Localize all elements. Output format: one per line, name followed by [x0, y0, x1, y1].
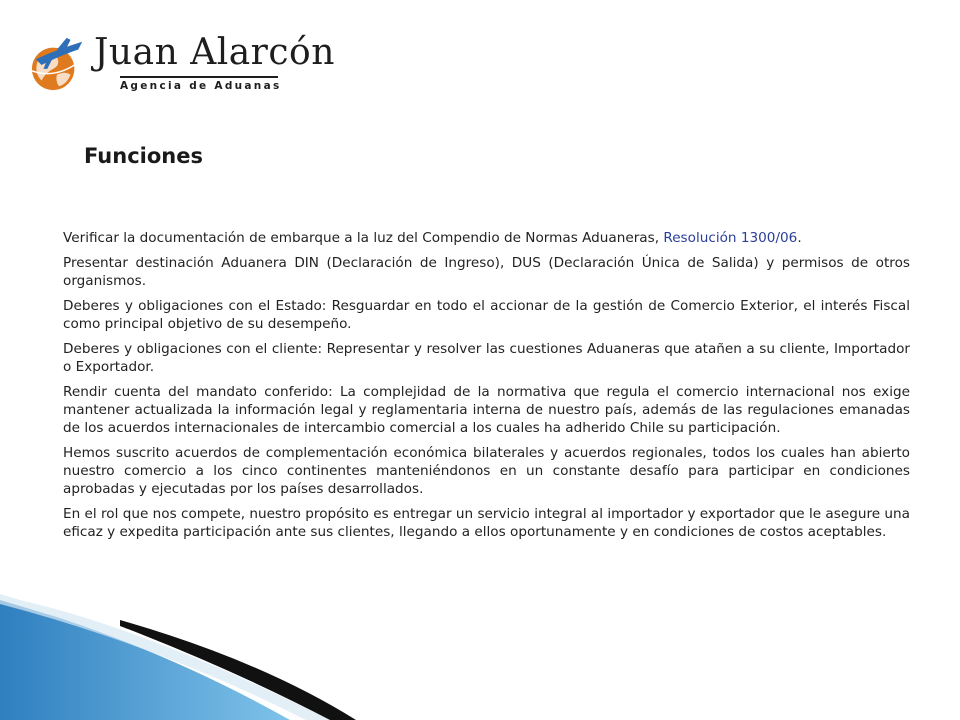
paragraph-mandate-accountability: Rendir cuenta del mandato conferido: La complejidad de la normativa que regula el comercio internacional nos exige mantener actualizada la información legal y reglamentaria interna de nuestro país, además de las regulaciones emanadas de los acuerdos internacionales de intercambio comercial a los cuales ha adherido Chile su participación. — [63, 384, 910, 436]
paragraph-customs-destination: Presentar destinación Aduanera DIN (Declaración de Ingreso), DUS (Declaración Única de Salida) y permisos de otros organismos. — [63, 255, 910, 289]
corner-swoosh — [0, 590, 440, 720]
paragraph-service-purpose: En el rol que nos compete, nuestro propósito es entregar un servicio integral al importador y exportador que le asegure una eficaz y expedita participación ante sus clientes, llegando a ellos oportunamente y en condiciones de costos aceptables. — [63, 506, 910, 540]
company-logo — [28, 32, 335, 102]
resolution-link[interactable]: Resolución 1300/06 — [663, 230, 798, 246]
paragraph-client-duties: Deberes y obligaciones con el cliente: Representar y resolver las cuestiones Aduaneras que atañen a su cliente, Importador o Exportador. — [63, 341, 910, 375]
functions-list — [63, 229, 910, 548]
globe-plane-icon — [28, 36, 86, 94]
paragraph-trade-agreements: Hemos suscrito acuerdos de complementación económica bilaterales y acuerdos regionales, todos los cuales han abierto nuestro comercio a los cinco continentes manteniéndonos en un constante desafío para participar en condiciones aprobadas y ejecutadas por los países desarrollados. — [63, 445, 910, 497]
paragraph-state-duties: Deberes y obligaciones con el Estado: Resguardar en todo el accionar de la gestión de Comercio Exterior, el interés Fiscal como principal objetivo de su desempeño. — [63, 298, 910, 332]
page-title: Funciones — [84, 144, 203, 168]
logo-underline — [120, 76, 278, 78]
logo-name: Juan Alarcón — [94, 32, 335, 73]
paragraph-document-verification: Verificar la documentación de embarque a la luz del Compendio de Normas Aduaneras, Resolución 1300/06. — [63, 230, 802, 246]
logo-subtitle: Agencia de Aduanas — [120, 80, 282, 92]
